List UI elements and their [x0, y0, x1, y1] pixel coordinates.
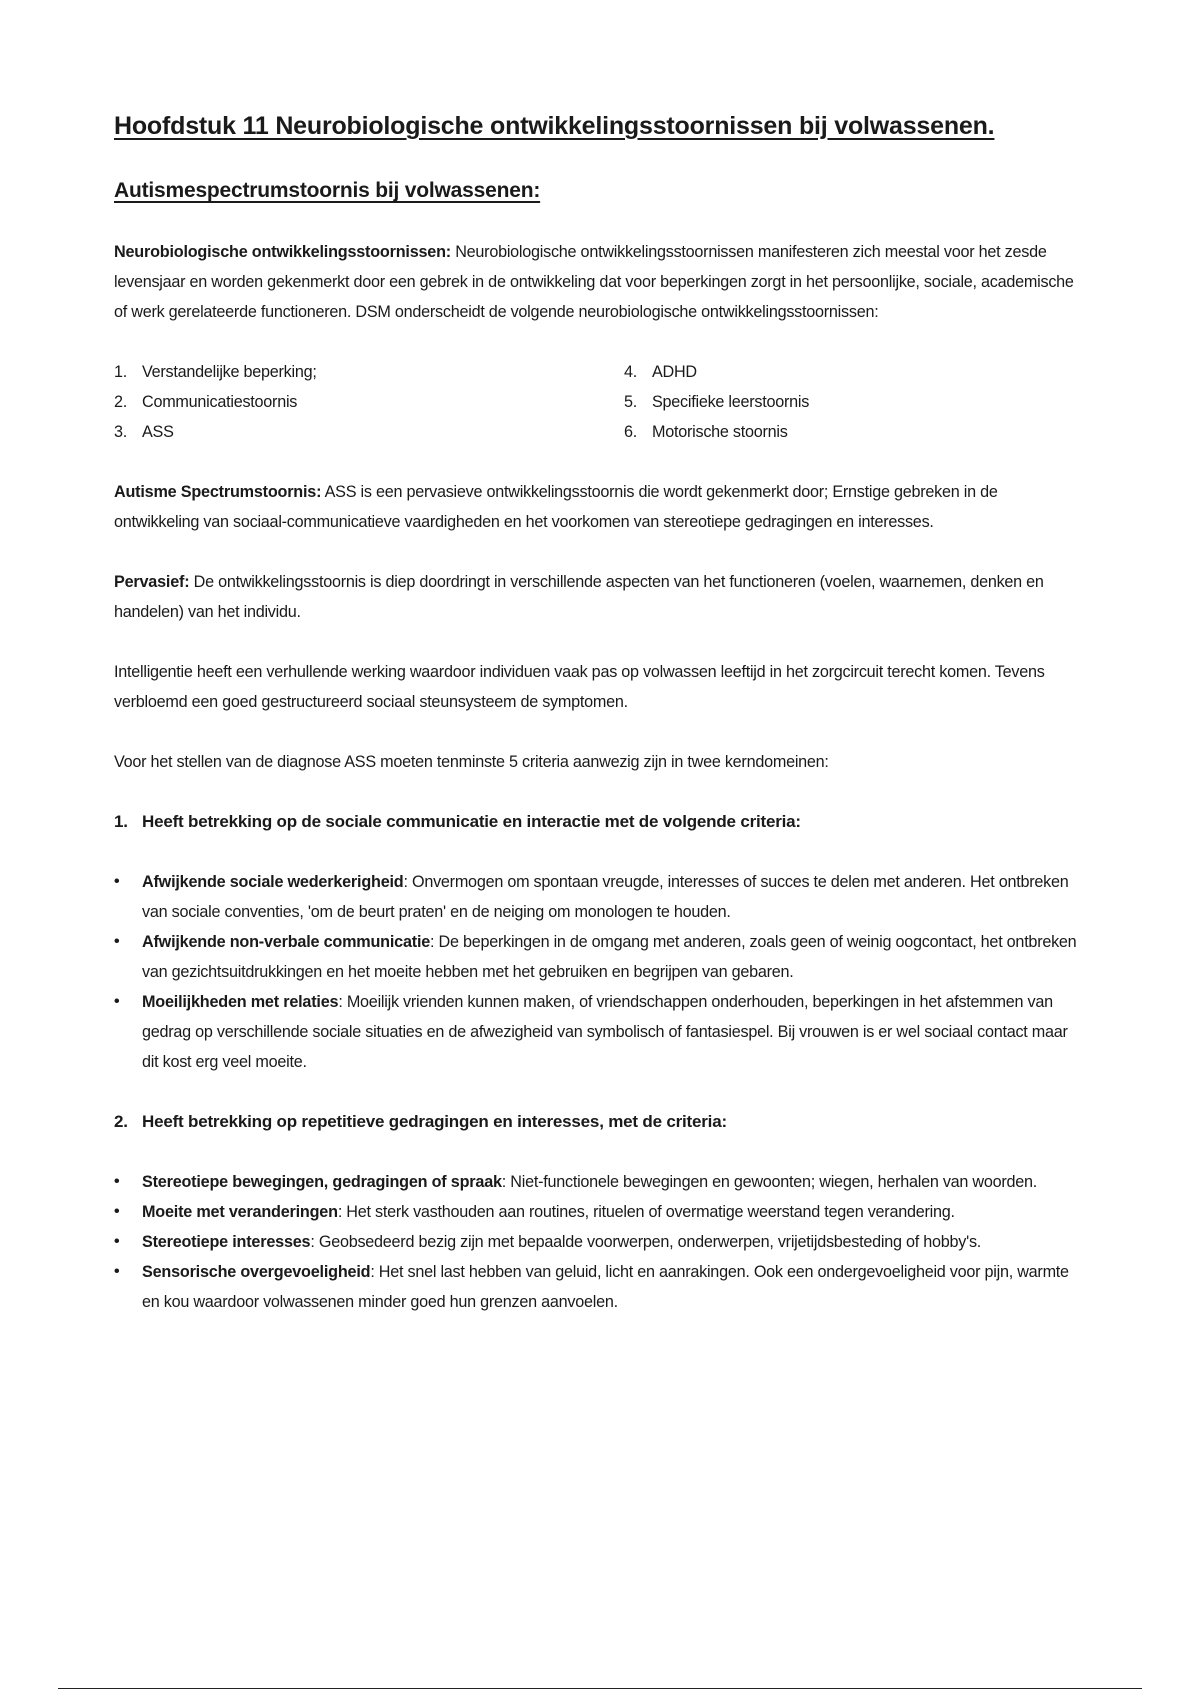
- list-item: [624, 387, 809, 417]
- disorders-list: [114, 357, 1086, 447]
- criterion-term: Afwijkende sociale wederkerigheid: [142, 873, 404, 891]
- list-item: [114, 1167, 1086, 1197]
- criterion-text: : Onvermogen om spontaan vreugde, interesses of succes te delen met anderen. Het ontbreken van sociale conventies, 'om de beurt praten' en de neiging om monologen te houden.: [142, 873, 1069, 921]
- intro-term: Neurobiologische ontwikkelingsstoornissen:: [114, 243, 451, 261]
- list-text: [142, 927, 1086, 987]
- criterion-term: Stereotiepe interesses: [142, 1233, 311, 1251]
- disorders-list-right: [624, 357, 809, 447]
- disorders-list-left: [114, 357, 624, 447]
- list-number: 6.: [624, 423, 638, 441]
- list-item: [114, 927, 1086, 987]
- criterion-text: : Geobsedeerd bezig zijn met bepaalde voorwerpen, onderwerpen, vrijetijdsbesteding of hobby's.: [310, 1233, 982, 1251]
- list-label: Motorische stoornis: [652, 423, 788, 441]
- list-item: [114, 357, 624, 387]
- list-label: Verstandelijke beperking;: [142, 363, 317, 381]
- list-item: [114, 987, 1086, 1077]
- list-number: 2.: [114, 393, 128, 411]
- list-item: [114, 1257, 1086, 1317]
- list-item: [114, 1197, 1086, 1227]
- criterion-term: Afwijkende non-verbale communicatie: [142, 933, 431, 951]
- footer-divider: [58, 1688, 1142, 1689]
- criterion-term: Sensorische overgevoeligheid: [142, 1263, 371, 1281]
- intelligence-paragraph: Intelligentie heeft een verhullende werking waardoor individuen vaak pas op volwassen leeftijd in het zorgcircuit terecht komen. Tevens verbloemd een goed gestructureerd sociaal steunsysteem de symptomen.: [114, 663, 1045, 711]
- list-label: Specifieke leerstoornis: [652, 393, 810, 411]
- domain2-heading-text: Heeft betrekking op repetitieve gedragingen en interesses, met de criteria:: [142, 1112, 727, 1131]
- bullet-icon: [114, 987, 142, 1077]
- intro-text: Neurobiologische ontwikkelingsstoornissen manifesteren zich meestal voor het zesde levensjaar en worden gekenmerkt door een gebrek in de ontwikkeling dat voor beperkingen zorgt in het persoonlijke, sociale, academische of werk gerelateerde functioneren. DSM onderscheidt de volgende neurobiologische ontwikkelingsstoornissen:: [114, 243, 1074, 321]
- domain1-criteria-list: [114, 867, 1086, 1077]
- pervasive-paragraph: [114, 567, 1086, 627]
- bullet-icon: [114, 1197, 142, 1227]
- list-text: [142, 867, 1086, 927]
- list-number: 5.: [624, 393, 638, 411]
- document-title: Hoofdstuk 11 Neurobiologische ontwikkelingsstoornissen bij volwassenen.: [114, 112, 995, 140]
- list-label: Communicatiestoornis: [142, 393, 298, 411]
- domain2-number: 2.: [114, 1112, 128, 1131]
- diagnosis-paragraph: Voor het stellen van de diagnose ASS moeten tenminste 5 criteria aanwezig zijn in twee kerndomeinen:: [114, 753, 829, 771]
- list-label: ADHD: [652, 363, 697, 381]
- bullet-icon: [114, 867, 142, 927]
- list-text: [142, 1257, 1086, 1317]
- domain2-heading: [114, 1107, 1086, 1137]
- list-text: [142, 1197, 955, 1227]
- document-page: [114, 112, 1086, 1347]
- list-item: [624, 417, 809, 447]
- domain1-heading-text: Heeft betrekking op de sociale communicatie en interactie met de volgende criteria:: [142, 812, 801, 831]
- criterion-text: : Het snel last hebben van geluid, licht en aanrakingen. Ook een ondergevoeligheid voor pijn, warmte en kou waardoor volwassenen minder goed hun grenzen aanvoelen.: [142, 1263, 1069, 1311]
- criterion-term: Moeite met veranderingen: [142, 1203, 338, 1221]
- criterion-term: Stereotiepe bewegingen, gedragingen of spraak: [142, 1173, 502, 1191]
- domain1-heading: [114, 807, 1086, 837]
- criterion-text: : Het sterk vasthouden aan routines, rituelen of overmatige weerstand tegen verandering.: [337, 1203, 955, 1221]
- bullet-icon: [114, 927, 142, 987]
- criterion-term: Moeilijkheden met relaties: [142, 993, 339, 1011]
- bullet-icon: [114, 1167, 142, 1197]
- criterion-text: : De beperkingen in de omgang met anderen, zoals geen of weinig oogcontact, het ontbreken van gezichtsuitdrukkingen en het moeite hebben met het gebruiken en begrijpen van gebaren.: [142, 933, 1077, 981]
- list-number: 1.: [114, 363, 128, 381]
- list-number: 4.: [624, 363, 638, 381]
- list-text: [142, 1167, 1037, 1197]
- list-label: ASS: [142, 423, 174, 441]
- section-title: Autismespectrumstoornis bij volwassenen:: [114, 179, 541, 202]
- criterion-text: : Niet-functionele bewegingen en gewoonten; wiegen, herhalen van woorden.: [501, 1173, 1038, 1191]
- ass-definition-paragraph: [114, 477, 1086, 537]
- ass-term: Autisme Spectrumstoornis:: [114, 483, 322, 501]
- list-number: 3.: [114, 423, 128, 441]
- bullet-icon: [114, 1227, 142, 1257]
- list-item: [114, 1227, 1086, 1257]
- intro-paragraph: [114, 237, 1086, 327]
- domain1-number: 1.: [114, 812, 128, 831]
- pervasive-text: De ontwikkelingsstoornis is diep doordringt in verschillende aspecten van het functioneren (voelen, waarnemen, denken en handelen) van het individu.: [114, 573, 1044, 621]
- list-item: [114, 417, 624, 447]
- list-item: [114, 867, 1086, 927]
- domain2-criteria-list: [114, 1167, 1086, 1317]
- bullet-icon: [114, 1257, 142, 1317]
- list-text: [142, 987, 1086, 1077]
- ass-text: ASS is een pervasieve ontwikkelingsstoornis die wordt gekenmerkt door; Ernstige gebreken in de ontwikkeling van sociaal-communicatieve vaardigheden en het voorkomen van stereotiepe gedragingen en interesses.: [114, 483, 998, 531]
- list-item: [114, 387, 624, 417]
- list-text: [142, 1227, 981, 1257]
- list-item: [624, 357, 809, 387]
- pervasive-term: Pervasief:: [114, 573, 190, 591]
- criterion-text: : Moeilijk vrienden kunnen maken, of vriendschappen onderhouden, beperkingen in het afstemmen van gedrag op verschillende sociale situaties en de afwezigheid van symbolisch of fantasiespel. Bij vrouwen is er wel sociaal contact maar dit kost erg veel moeite.: [142, 993, 1068, 1071]
